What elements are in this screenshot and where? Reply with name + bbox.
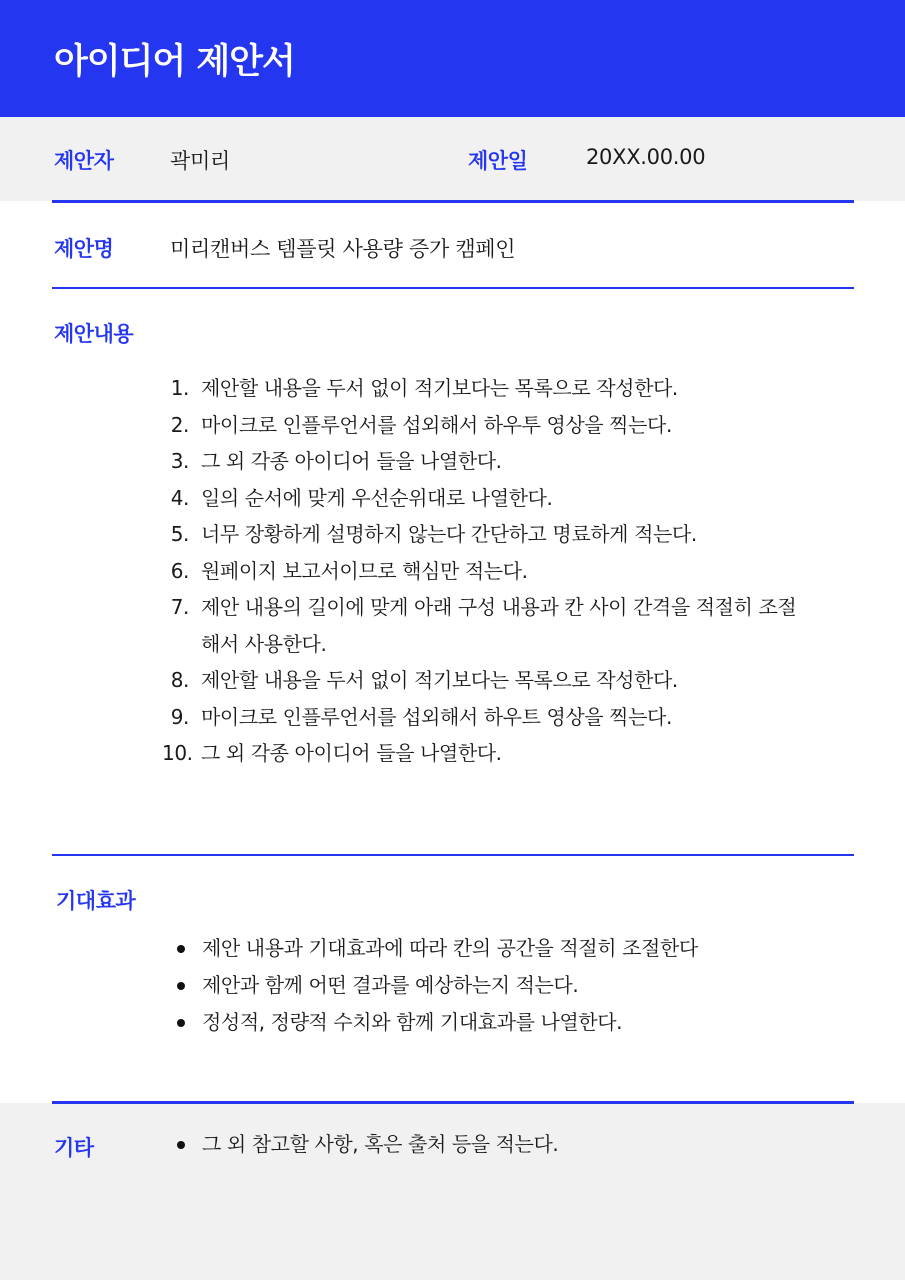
- content-item-number: 8.: [170, 668, 189, 692]
- divider-3: [52, 854, 854, 856]
- content-label: 제안내용: [54, 322, 134, 346]
- content-item-text: 원페이지 보고서이므로 핵심만 적는다.: [201, 558, 528, 583]
- content-item: [168, 662, 808, 699]
- content-item-number: 3.: [170, 449, 189, 473]
- proposer-label: 제안자: [54, 149, 114, 173]
- content-item-text: 제안할 내용을 두서 없이 적기보다는 목록으로 작성한다.: [201, 668, 678, 692]
- content-item-number: 7.: [170, 595, 189, 619]
- divider-thick-1: [52, 200, 854, 203]
- etc-item: [170, 1126, 810, 1163]
- content-item-text: 마이크로 인플루언서를 섭외해서 하우투 영상을 찍는다.: [201, 412, 672, 437]
- header-bar: [0, 0, 905, 117]
- etc-list: [170, 1126, 810, 1163]
- proposal-name-value: 미리캔버스 템플릿 사용량 증가 캠페인: [170, 237, 516, 261]
- divider-2: [52, 287, 854, 289]
- page-title: 아이디어 제안서: [54, 42, 295, 82]
- content-item-number: 9.: [170, 704, 189, 729]
- content-item: [168, 589, 808, 662]
- bullet-icon: [177, 1141, 185, 1149]
- effects-label: 기대효과: [56, 889, 136, 913]
- content-item-text: 일의 순서에 맞게 우선순위대로 나열한다.: [201, 485, 553, 510]
- content-item: [168, 370, 808, 407]
- content-item: [168, 443, 808, 480]
- effects-list: [170, 930, 810, 1041]
- content-item: [168, 699, 808, 736]
- effects-item-text: 제안과 함께 어떤 결과를 예상하는지 적는다.: [202, 973, 579, 997]
- content-item-number: 5.: [170, 522, 189, 546]
- bullet-icon: [177, 945, 185, 953]
- content-item: [168, 407, 808, 444]
- proposal-name-label: 제안명: [54, 237, 114, 261]
- meta-band: [0, 117, 905, 201]
- content-item-number: 10.: [162, 741, 193, 765]
- content-item-text: 그 외 각종 아이디어 들을 나열한다.: [201, 449, 502, 473]
- content-item-text: 그 외 각종 아이디어 들을 나열한다.: [201, 741, 502, 765]
- bullet-icon: [177, 982, 185, 990]
- proposer-value: 곽미리: [170, 149, 230, 173]
- content-item-number: 1.: [170, 376, 189, 400]
- content-item-text: 제안할 내용을 두서 없이 적기보다는 목록으로 작성한다.: [201, 376, 678, 400]
- etc-label: 기타: [54, 1136, 94, 1160]
- effects-item: [170, 1004, 810, 1041]
- effects-item: [170, 967, 810, 1004]
- content-item-number: 6.: [170, 558, 189, 583]
- content-item: [168, 553, 808, 590]
- content-item: [168, 480, 808, 517]
- content-item-text: 너무 장황하게 설명하지 않는다 간단하고 명료하게 적는다.: [201, 522, 697, 546]
- content-list: [162, 370, 808, 772]
- divider-thick-4: [52, 1101, 854, 1104]
- content-item: [162, 735, 808, 772]
- content-item: [168, 516, 808, 553]
- effects-item-text: 정성적, 정량적 수치와 함께 기대효과를 나열한다.: [202, 1010, 623, 1034]
- date-label: 제안일: [468, 149, 528, 173]
- content-item-text: 제안 내용의 길이에 맞게 아래 구성 내용과 칸 사이 간격을 적절히 조절해서 사용한다.: [201, 595, 797, 656]
- content-item-number: 2.: [170, 412, 189, 437]
- effects-item: [170, 930, 810, 967]
- content-item-text: 마이크로 인플루언서를 섭외해서 하우트 영상을 찍는다.: [201, 704, 672, 729]
- etc-item-text: 그 외 참고할 사항, 혹은 출처 등을 적는다.: [202, 1132, 559, 1156]
- bullet-icon: [177, 1019, 185, 1027]
- effects-item-text: 제안 내용과 기대효과에 따라 칸의 공간을 적절히 조절한다: [202, 936, 698, 960]
- content-item-number: 4.: [170, 485, 189, 510]
- date-value: 20XX.00.00: [586, 145, 706, 169]
